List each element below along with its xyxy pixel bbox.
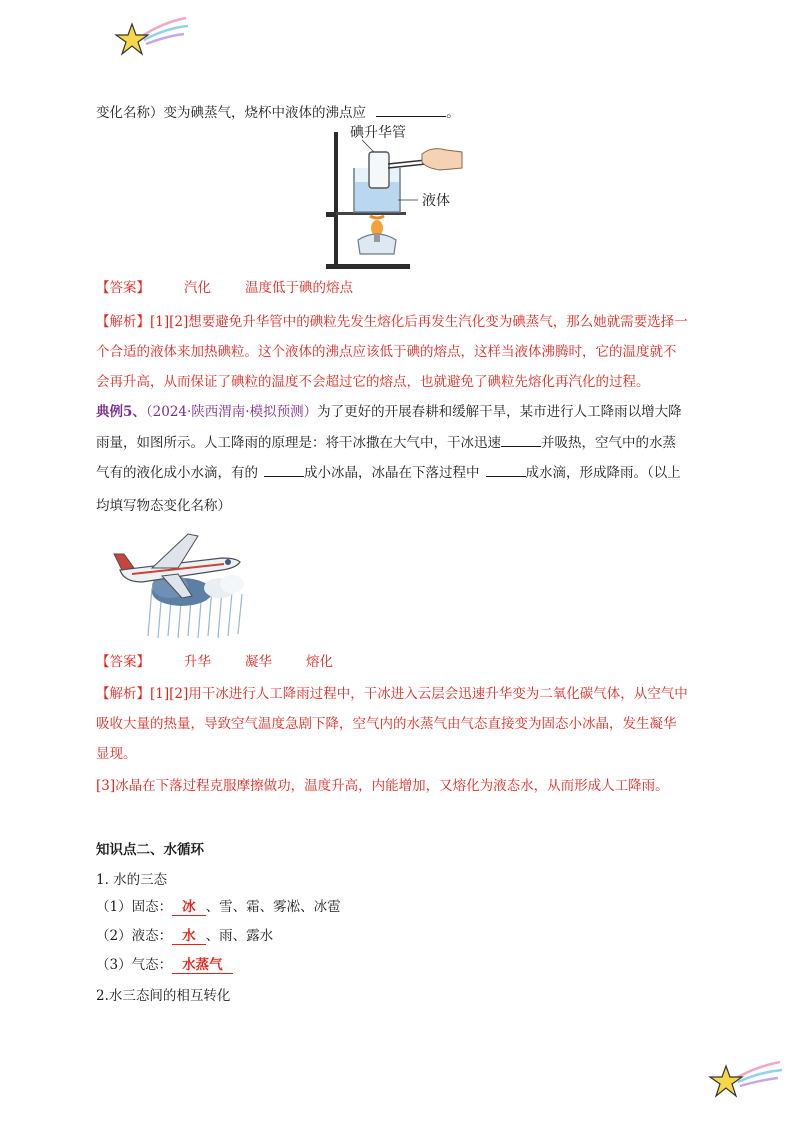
analysis4-line3: 会再升高，从而保证了碘粒的温度不会超过它的熔点，也就避免了碘粒先熔化再汽化的过程。 <box>96 374 650 390</box>
shooting-star-icon <box>112 14 192 60</box>
liquid-state-line: （2）液态： 水 、雨、露水 <box>96 928 274 944</box>
answer-blank <box>376 102 446 117</box>
answer-fill: 冰 <box>172 899 206 916</box>
artificial-rain-airplane-figure <box>112 528 262 640</box>
answer-fill: 水 <box>172 928 206 945</box>
example5-line4: 均填写物态变化名称） <box>96 498 231 514</box>
answer-blank <box>501 432 541 447</box>
example5-line1: 典例5、（2024·陕西渭南·模拟预测）为了更好的开展春耕和缓解干旱，某市进行人工降雨以增大降 <box>96 404 682 420</box>
subheading-transformation: 2.水三态间的相互转化 <box>96 988 231 1004</box>
analysis5-line4: [3]冰晶在下落过程克服摩擦做功，温度升高，内能增加，又熔化为液态水，从而形成人工降雨。 <box>96 778 669 794</box>
solid-state-line: （1）固态： 冰 、雪、霜、雾凇、冰雹 <box>96 899 341 915</box>
example5-line3: 气有的液化成小水滴，有的 成小冰晶，冰晶在下落过程中 成水滴，形成降雨。（以上 <box>96 462 681 483</box>
iodine-sublimation-figure <box>322 124 472 272</box>
label-iodine-tube: 碘升华管 <box>350 125 406 141</box>
analysis5-line2: 吸收大量的热量，导致空气温度急剧下降，空气内的水蒸气由气态直接变为固态小冰晶，发生凝华 <box>96 716 677 732</box>
label-liquid: 液体 <box>422 193 450 209</box>
analysis4-line1: 【解析】[1][2]想要避免升华管中的碘粒先发生熔化后再发生汽化变为碘蒸气，那么她就需要选择一 <box>96 314 688 330</box>
shooting-star-icon <box>706 1056 786 1102</box>
question4-tail: 变化名称）变为碘蒸气，烧杯中液体的沸点应 。 <box>96 102 460 123</box>
answer-blank <box>486 462 526 477</box>
analysis5-line1: 【解析】[1][2]用干冰进行人工降雨过程中，干冰进入云层会迅速升华变为二氧化碳气体，从空气中 <box>96 686 688 702</box>
answer-fill: 水蒸气 <box>172 957 233 974</box>
gas-state-line: （3）气态： 水蒸气 <box>96 955 233 975</box>
answer5: 【答案】 升华 凝华 熔化 <box>96 654 333 670</box>
analysis4-line2: 个合适的液体来加热碘粒。这个液体的沸点应该低于碘的熔点，这样当液体沸腾时，它的温度就不 <box>96 344 677 360</box>
answer-blank <box>264 462 304 477</box>
subheading-three-states: 1. 水的三态 <box>96 872 168 888</box>
analysis5-line3: 显现。 <box>96 746 137 762</box>
example5-line2: 雨量，如图所示。人工降雨的原理是：将干冰撒在大气中，干冰迅速 并吸热，空气中的水蒸 <box>96 432 676 453</box>
answer4: 【答案】 汽化 温度低于碘的熔点 <box>96 280 353 296</box>
section-heading: 知识点二、水循环 <box>96 842 204 858</box>
